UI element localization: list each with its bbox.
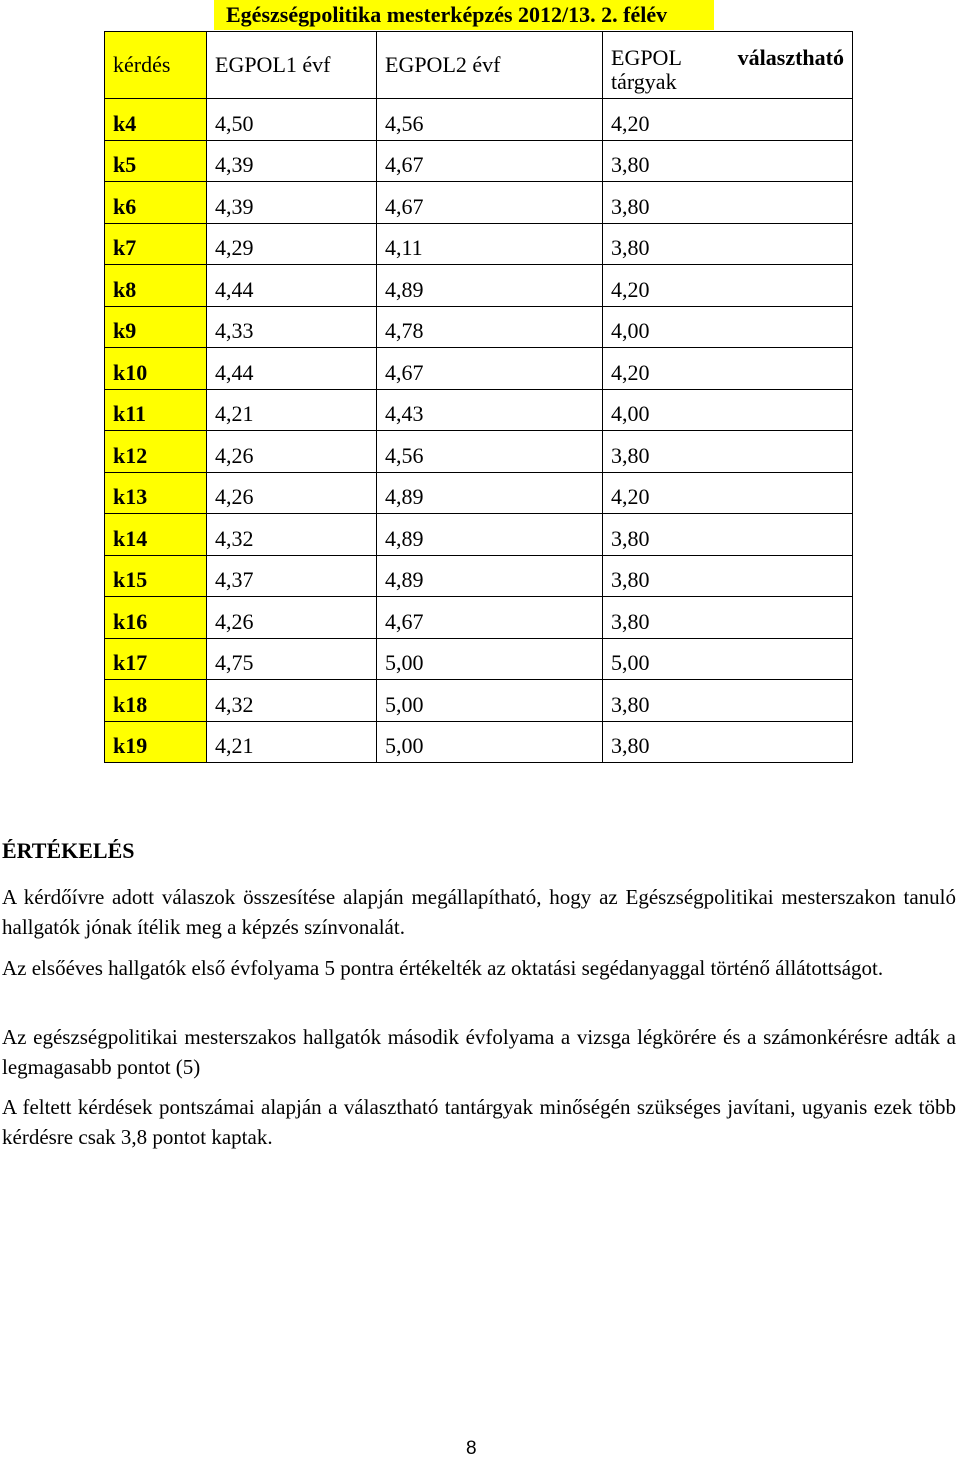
table-header-row [105, 32, 853, 99]
table-body [105, 99, 853, 763]
table-row [105, 265, 853, 307]
cell-elective: 3,80 [603, 555, 853, 597]
cell-question: k11 [105, 389, 207, 431]
cell-elective: 3,80 [603, 182, 853, 224]
cell-question: k15 [105, 555, 207, 597]
cell-egpol1: 4,44 [207, 348, 377, 390]
cell-egpol1: 4,33 [207, 306, 377, 348]
cell-egpol2: 4,89 [377, 555, 603, 597]
cell-elective: 3,80 [603, 680, 853, 722]
cell-egpol2: 4,43 [377, 389, 603, 431]
document-title: Egészségpolitika mesterképzés 2012/13. 2. félév [226, 2, 668, 27]
results-table-container [104, 31, 853, 763]
evaluation-paragraph-2: Az elsőéves hallgatók első évfolyama 5 pontra értékelték az oktatási segédanyaggal történő állátottságot. [2, 956, 884, 980]
table-row [105, 472, 853, 514]
cell-question: k8 [105, 265, 207, 307]
cell-egpol2: 4,67 [377, 140, 603, 182]
cell-question: k4 [105, 99, 207, 141]
table-row [105, 99, 853, 141]
table-row [105, 555, 853, 597]
cell-egpol1: 4,37 [207, 555, 377, 597]
cell-egpol2: 5,00 [377, 680, 603, 722]
header-egpol1: EGPOL1 évf [207, 32, 377, 99]
cell-egpol2: 4,89 [377, 265, 603, 307]
evaluation-paragraph-1: A kérdőívre adott válaszok összesítése alapján megállapítható, hogy az Egészségpolitikai mesterszakon tanuló hallgatók jónak ítélik meg a képzés színvonalát. [2, 885, 956, 939]
table-row [105, 721, 853, 763]
cell-egpol2: 5,00 [377, 721, 603, 763]
cell-question: k16 [105, 597, 207, 639]
cell-elective: 4,20 [603, 472, 853, 514]
cell-egpol1: 4,44 [207, 265, 377, 307]
cell-question: k18 [105, 680, 207, 722]
cell-egpol1: 4,26 [207, 472, 377, 514]
cell-egpol2: 4,89 [377, 514, 603, 556]
cell-egpol1: 4,50 [207, 99, 377, 141]
cell-egpol2: 4,67 [377, 182, 603, 224]
cell-elective: 4,20 [603, 265, 853, 307]
table-row [105, 182, 853, 224]
cell-egpol1: 4,21 [207, 389, 377, 431]
table-row [105, 389, 853, 431]
table-row [105, 306, 853, 348]
cell-elective: 4,20 [603, 348, 853, 390]
cell-question: k10 [105, 348, 207, 390]
header-elective-targyak: tárgyak [611, 69, 677, 94]
cell-egpol1: 4,32 [207, 514, 377, 556]
header-elective-valaszthato: választható [737, 45, 844, 70]
cell-egpol1: 4,39 [207, 140, 377, 182]
cell-elective: 3,80 [603, 140, 853, 182]
table-row [105, 223, 853, 265]
table-row [105, 514, 853, 556]
table-row [105, 597, 853, 639]
cell-elective: 3,80 [603, 223, 853, 265]
cell-egpol2: 4,89 [377, 472, 603, 514]
cell-egpol2: 4,67 [377, 348, 603, 390]
cell-egpol2: 5,00 [377, 638, 603, 680]
cell-question: k17 [105, 638, 207, 680]
evaluation-paragraph-3: Az egészségpolitikai mesterszakos hallgatók második évfolyama a vizsga légkörére és a számonkérésre adták a legmagasabb pontot (5) [2, 1025, 956, 1079]
cell-question: k19 [105, 721, 207, 763]
header-elective [603, 32, 853, 99]
cell-egpol2: 4,78 [377, 306, 603, 348]
cell-egpol1: 4,26 [207, 431, 377, 473]
table-row [105, 348, 853, 390]
table-row [105, 431, 853, 473]
cell-elective: 5,00 [603, 638, 853, 680]
cell-question: k7 [105, 223, 207, 265]
table-row [105, 140, 853, 182]
results-table [104, 31, 853, 763]
cell-egpol1: 4,39 [207, 182, 377, 224]
cell-egpol2: 4,56 [377, 431, 603, 473]
cell-egpol1: 4,21 [207, 721, 377, 763]
table-row [105, 680, 853, 722]
cell-question: k6 [105, 182, 207, 224]
cell-egpol1: 4,32 [207, 680, 377, 722]
cell-egpol2: 4,56 [377, 99, 603, 141]
cell-elective: 3,80 [603, 597, 853, 639]
evaluation-paragraph-4: A feltett kérdések pontszámai alapján a választható tantárgyak minőségén szükséges javítani, ugyanis ezek több kérdésre csak 3,8 pontot kaptak. [2, 1095, 956, 1149]
cell-elective: 4,20 [603, 99, 853, 141]
cell-question: k12 [105, 431, 207, 473]
header-egpol2: EGPOL2 évf [377, 32, 603, 99]
cell-question: k9 [105, 306, 207, 348]
header-elective-egpol: EGPOL [611, 45, 682, 70]
cell-elective: 3,80 [603, 514, 853, 556]
cell-elective: 3,80 [603, 431, 853, 473]
header-question: kérdés [105, 32, 207, 99]
cell-question: k5 [105, 140, 207, 182]
cell-question: k14 [105, 514, 207, 556]
cell-elective: 4,00 [603, 389, 853, 431]
header-elective-line1 [611, 46, 852, 70]
page-number: 8 [466, 1438, 477, 1459]
table-row [105, 638, 853, 680]
cell-elective: 4,00 [603, 306, 853, 348]
cell-elective: 3,80 [603, 721, 853, 763]
cell-egpol2: 4,11 [377, 223, 603, 265]
cell-egpol1: 4,29 [207, 223, 377, 265]
cell-egpol1: 4,75 [207, 638, 377, 680]
cell-question: k13 [105, 472, 207, 514]
cell-egpol1: 4,26 [207, 597, 377, 639]
cell-egpol2: 4,67 [377, 597, 603, 639]
evaluation-heading: ÉRTÉKELÉS [2, 838, 135, 863]
